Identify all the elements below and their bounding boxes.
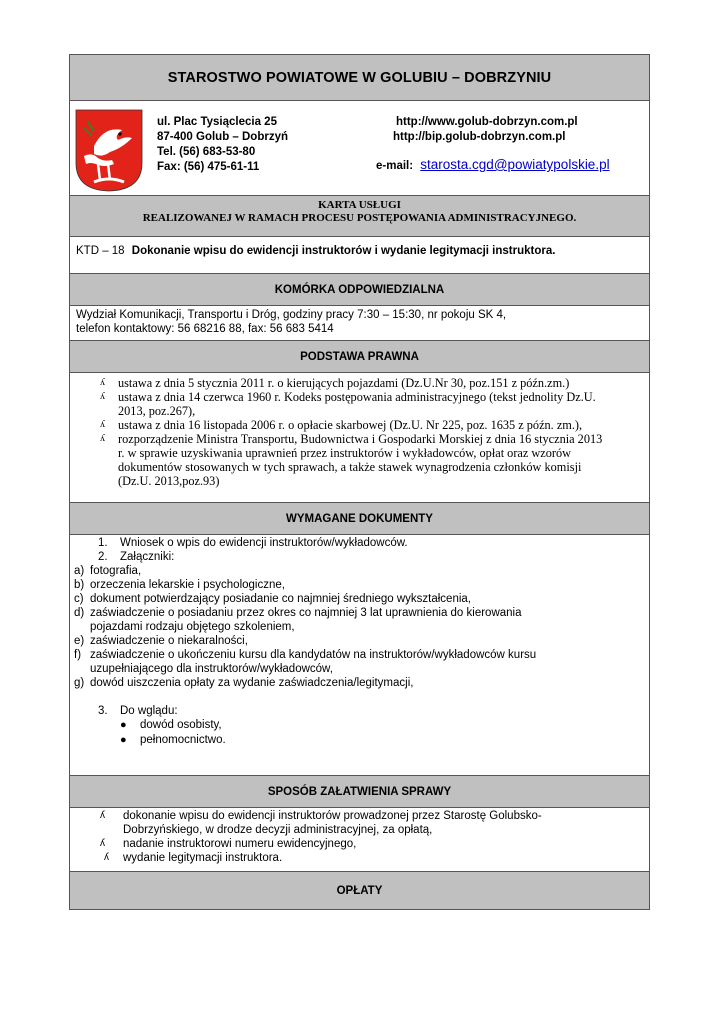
bullet-icon: ʎ (100, 433, 105, 444)
attachment-line: zaświadczenie o ukończeniu kursu dla kandydatów na instruktorów/wykładowców kursu (90, 649, 537, 661)
handling-item (70, 837, 649, 851)
attachment-line: dokument potwierdzający posiadanie co najmniej średniego wykształcenia, (90, 593, 471, 605)
item-letter: f) (74, 649, 82, 661)
attachment-item (70, 648, 649, 676)
bullet-dot-icon: ● (120, 719, 127, 731)
attachment-line: zaświadczenie o posiadaniu przez okres co najmniej 3 lat uprawnienia do kierowania (90, 607, 522, 619)
item-text: Wniosek o wpis do ewidencji instruktorów/wykładowców. (120, 537, 408, 549)
handling-line: Dobrzyńskiego, w drodze decyzji administracyjnej, za opłatą, (123, 824, 433, 836)
item-letter: b) (74, 579, 85, 591)
item-number: 1. (98, 537, 108, 549)
attachment-line: uzupełniającego dla instruktorów/wykładowców, (90, 663, 333, 675)
attachment-line: zaświadczenie o niekaralności, (90, 635, 248, 647)
address-street: ul. Plac Tysiąclecia 25 (157, 116, 277, 128)
handling-method-list (70, 808, 649, 872)
item-number: 3. (98, 705, 108, 717)
bullet-icon: ʎ (100, 838, 105, 849)
inspection-item (70, 733, 649, 748)
legal-basis-list (70, 373, 649, 503)
handling-line: wydanie legitymacji instruktora. (123, 852, 283, 864)
item-letter: a) (74, 565, 85, 577)
attachment-item (70, 592, 649, 606)
department-hours: Wydział Komunikacji, Transportu i Dróg, godziny pracy 7:30 – 15:30, nr pokoju SK 4, (76, 309, 507, 321)
website-link-2[interactable]: http://bip.golub-dobrzyn.com.pl (393, 131, 566, 143)
service-code: KTD – 18 (76, 245, 125, 257)
legal-basis-line: (Dz.U. 2013,poz.93) (118, 474, 220, 488)
bullet-dot-icon: ● (120, 734, 127, 746)
item-letter: c) (74, 593, 84, 605)
section-heading-sposob: SPOSÓB ZAŁATWIENIA SPRAWY (70, 776, 649, 808)
required-documents-list (70, 535, 649, 776)
department-phone: telefon kontaktowy: 56 68216 88, fax: 56 683 5414 (76, 323, 334, 335)
email-row (376, 157, 610, 172)
section-heading-podstawa: PODSTAWA PRAWNA (70, 341, 649, 373)
attachment-line: dowód uiszczenia opłaty za wydanie zaświadczenia/legitymacji, (90, 677, 414, 689)
legal-basis-item (70, 390, 649, 418)
address-city: 87-400 Golub – Dobrzyń (157, 131, 289, 143)
attachment-item (70, 606, 649, 634)
fax-number: Fax: (56) 475-61-11 (157, 161, 260, 173)
office-title: STAROSTWO POWIATOWE W GOLUBIU – DOBRZYNIU (70, 55, 649, 101)
coat-of-arms-logo (74, 108, 144, 193)
attachment-item (70, 634, 649, 648)
handling-line: dokonanie wpisu do ewidencji instruktorów prowadzonej przez Starostę Golubsko- (123, 810, 542, 822)
department-info (70, 306, 649, 341)
section-heading-wymagane: WYMAGANE DOKUMENTY (70, 503, 649, 535)
attachment-item (70, 578, 649, 592)
section-heading-komorka: KOMÓRKA ODPOWIEDZIALNA (70, 274, 649, 306)
legal-basis-item (70, 418, 649, 432)
attachment-line: pojazdami rodzaju objętego szkoleniem, (90, 621, 295, 633)
item-letter: d) (74, 607, 85, 619)
legal-basis-item (70, 376, 649, 390)
bullet-icon: ʎ (104, 852, 109, 863)
item-number: 2. (98, 551, 108, 563)
attachment-line: fotografia, (90, 565, 142, 577)
service-name-row (70, 237, 649, 274)
numbered-item (70, 550, 649, 564)
inspection-item (70, 718, 649, 733)
phone-number: Tel. (56) 683-53-80 (157, 146, 256, 158)
legal-basis-line: r. w sprawie uzyskiwania uprawnień przez instruktorów i wykładowców, opłat oraz wzorów (118, 446, 572, 460)
email-label: e-mail: (376, 160, 414, 172)
card-heading (70, 196, 649, 237)
section-heading-oplaty: OPŁATY (70, 872, 649, 909)
bullet-icon: ʎ (100, 419, 105, 430)
numbered-item (70, 536, 649, 550)
legal-basis-line: 2013, poz.267), (118, 404, 196, 418)
attachment-item (70, 564, 649, 578)
inspection-text: pełnomocnictwo. (140, 734, 226, 746)
legal-basis-line: ustawa z dnia 5 stycznia 2011 r. o kierujących pojazdami (Dz.U.Nr 30, poz.151 z późn.zm.) (118, 376, 570, 390)
attachment-item (70, 676, 649, 690)
item-text: Do wglądu: (120, 705, 178, 717)
numbered-item (70, 704, 649, 718)
service-name: Dokonanie wpisu do ewidencji instruktorów i wydanie legitymacji instruktora. (131, 245, 556, 257)
attachment-line: orzeczenia lekarskie i psychologiczne, (90, 579, 285, 591)
bullet-icon: ʎ (100, 810, 105, 821)
legal-basis-item (70, 432, 649, 488)
legal-basis-line: ustawa z dnia 16 listopada 2006 r. o opłacie skarbowej (Dz.U. Nr 225, poz. 1635 z późn. zm.), (118, 418, 583, 432)
bullet-icon: ʎ (100, 377, 105, 388)
email-link[interactable]: starosta.cgd@powiatypolskie.pl (420, 157, 610, 172)
handling-item (70, 851, 649, 865)
card-subtitle: REALIZOWANEJ W RAMACH PROCESU POSTĘPOWANIA ADMINISTRACYJNEGO. (142, 212, 577, 224)
item-text: Załączniki: (120, 551, 175, 563)
inspection-text: dowód osobisty, (140, 719, 222, 731)
legal-basis-line: ustawa z dnia 14 czerwca 1960 r. Kodeks postępowania administracyjnego (tekst jednolity Dz.U. (118, 390, 596, 404)
website-link-1[interactable]: http://www.golub-dobrzyn.com.pl (396, 116, 578, 128)
item-letter: g) (74, 677, 85, 689)
card-title: KARTA USŁUGI (318, 199, 401, 211)
handling-item (70, 809, 649, 837)
handling-line: nadanie instruktorowi numeru ewidencyjnego, (123, 838, 357, 850)
address-block (157, 115, 288, 175)
contact-block (70, 101, 649, 196)
item-letter: e) (74, 635, 85, 647)
service-card (69, 54, 650, 910)
legal-basis-line: dokumentów stosowanych w tych sprawach, a także stawek wynagrodzenia członków komisji (118, 460, 582, 474)
legal-basis-line: rozporządzenie Ministra Transportu, Budownictwa i Gospodarki Morskiej z dnia 16 stycznia 2013 (118, 432, 603, 446)
bullet-icon: ʎ (100, 391, 105, 402)
